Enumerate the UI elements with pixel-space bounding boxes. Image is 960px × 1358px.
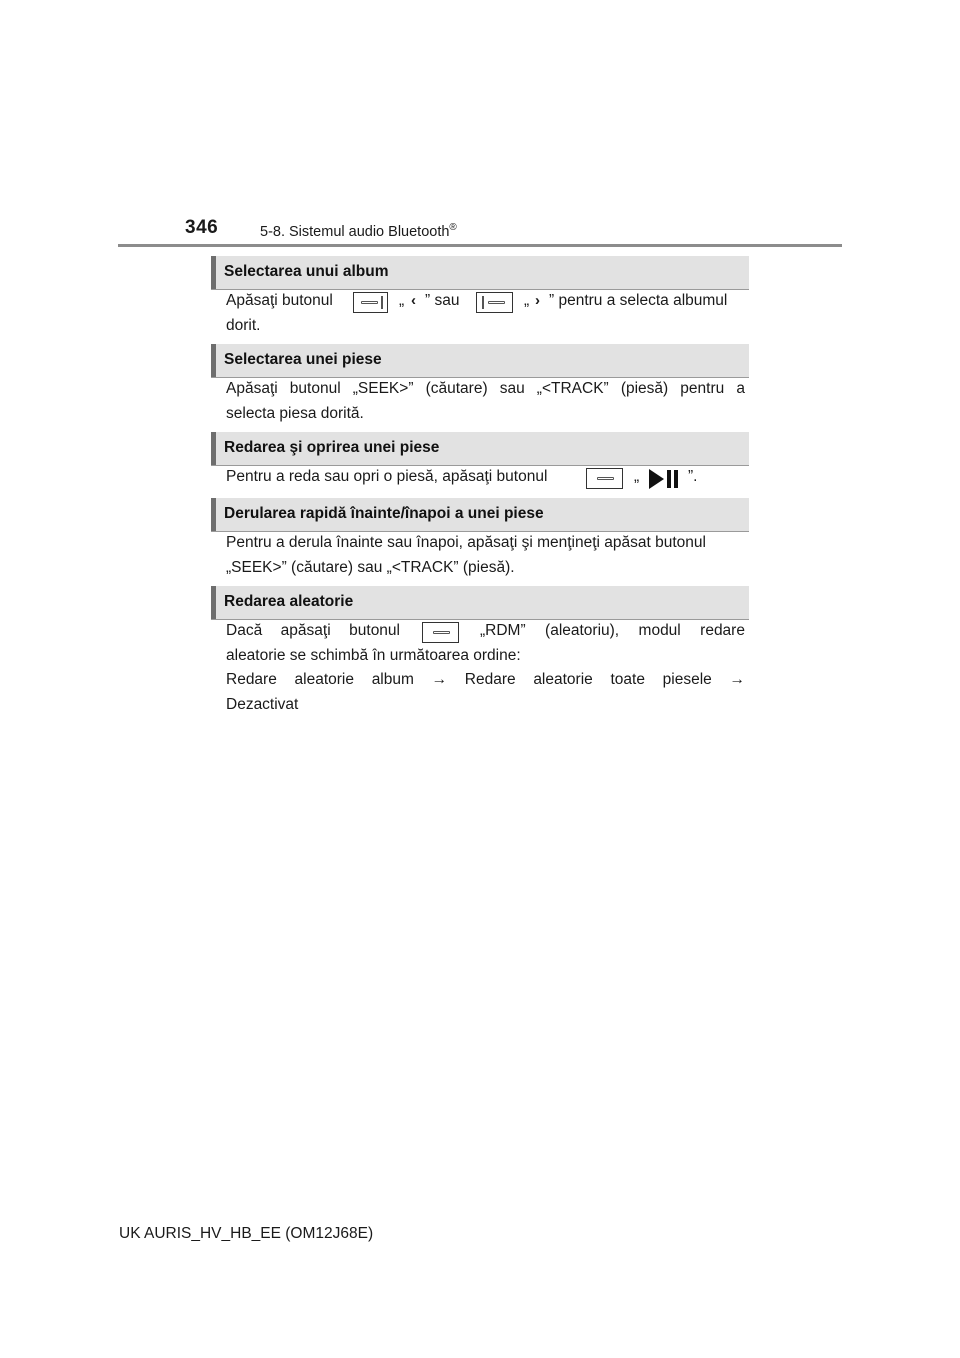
word: album bbox=[371, 671, 414, 688]
word: (piesă) bbox=[620, 380, 669, 397]
paragraph-line bbox=[226, 668, 745, 693]
paragraph-line bbox=[226, 644, 745, 669]
text-segment: ” pentru a selecta albumul bbox=[549, 292, 728, 309]
heading-select-track bbox=[211, 344, 749, 377]
word: Apăsaţi bbox=[226, 380, 278, 397]
word: „RDM” bbox=[480, 622, 526, 639]
word: (aleatoriu), bbox=[545, 622, 620, 639]
arrow-right-icon: → bbox=[729, 671, 745, 688]
word: pentru bbox=[680, 380, 725, 397]
text-segment: „ bbox=[524, 292, 530, 309]
heading-select-track-text: Selectarea unei piese bbox=[224, 351, 382, 368]
word: sau bbox=[499, 380, 525, 397]
paragraph-line bbox=[226, 556, 745, 581]
paragraph-line bbox=[226, 402, 745, 427]
text-segment: Dezactivat bbox=[226, 695, 299, 713]
text-segment: selecta piesa dorită. bbox=[226, 404, 364, 422]
word: Redare bbox=[226, 671, 277, 688]
steering-button-icon bbox=[586, 467, 623, 492]
word: (căutare) bbox=[425, 380, 488, 397]
word: toate bbox=[610, 671, 645, 688]
paragraph-line bbox=[226, 289, 745, 314]
registered-mark: ® bbox=[449, 222, 457, 233]
section-title bbox=[260, 222, 457, 240]
chevron-left-icon: ‹ bbox=[411, 292, 416, 309]
chevron-right-icon: › bbox=[535, 292, 540, 309]
steering-button-icon bbox=[422, 621, 459, 646]
button-center-icon bbox=[586, 468, 623, 489]
paragraph-play-pause bbox=[226, 465, 745, 490]
text-segment: dorit. bbox=[226, 316, 261, 334]
text-segment: Pentru a reda sau opri o piesă, apăsaţi butonul bbox=[226, 468, 548, 485]
paragraph-select-track bbox=[226, 377, 745, 426]
heading-fast-forward bbox=[211, 498, 749, 531]
word: modul bbox=[638, 622, 681, 639]
button-left-icon bbox=[353, 292, 388, 313]
section-title-text: 5-8. Sistemul audio Bluetooth bbox=[260, 223, 450, 240]
heading-select-album bbox=[211, 256, 749, 289]
paragraph-line bbox=[226, 531, 745, 556]
word: piesele bbox=[662, 671, 712, 688]
word: butonul bbox=[349, 622, 400, 639]
word: apăsaţi bbox=[280, 622, 331, 639]
heading-random-play-text: Redarea aleatorie bbox=[224, 593, 354, 610]
paragraph-random-play bbox=[226, 619, 745, 717]
paragraph-line bbox=[226, 465, 745, 490]
text-group bbox=[480, 619, 745, 644]
text-group bbox=[226, 619, 400, 644]
paragraph-fast-forward bbox=[226, 531, 745, 580]
text-segment: aleatorie se schimbă în următoarea ordine: bbox=[226, 646, 521, 664]
word: redare bbox=[700, 622, 745, 639]
word: „<TRACK” bbox=[536, 380, 609, 397]
word: Redare bbox=[464, 671, 516, 688]
button-center-icon bbox=[422, 622, 459, 643]
word: Dacă bbox=[226, 622, 263, 639]
text-segment: ”. bbox=[688, 468, 698, 485]
paragraph-line bbox=[226, 619, 745, 644]
heading-play-pause-text: Redarea şi oprirea unei piese bbox=[224, 439, 440, 456]
page-number: 346 bbox=[185, 217, 219, 238]
word: aleatorie bbox=[533, 671, 593, 688]
paragraph-line bbox=[226, 693, 745, 718]
text-segment: ” sau bbox=[425, 292, 460, 309]
header-rule bbox=[118, 244, 842, 247]
steering-button-icon bbox=[476, 291, 513, 316]
text-segment: Apăsaţi butonul bbox=[226, 292, 333, 309]
paragraph-line bbox=[226, 314, 745, 339]
steering-button-icon bbox=[353, 291, 388, 316]
paragraph-line bbox=[226, 377, 745, 402]
footer-model-code: UK AURIS_HV_HB_EE (OM12J68E) bbox=[119, 1225, 374, 1242]
word: butonul bbox=[289, 380, 341, 397]
paragraph-select-album bbox=[226, 289, 745, 338]
text-segment: „ bbox=[634, 468, 640, 485]
play-pause-icon bbox=[649, 467, 679, 492]
text-segment: „ bbox=[399, 292, 405, 309]
text-segment: „SEEK>” (căutare) sau „<TRACK” (piesă). bbox=[226, 558, 515, 576]
arrow-right-icon: → bbox=[431, 671, 448, 688]
heading-fast-forward-text: Derularea rapidă înainte/înapoi a unei piese bbox=[224, 505, 544, 522]
word: „SEEK>” bbox=[352, 380, 414, 397]
word: aleatorie bbox=[294, 671, 354, 688]
button-right-icon bbox=[476, 292, 513, 313]
heading-play-pause bbox=[211, 432, 749, 465]
heading-select-album-text: Selectarea unui album bbox=[224, 263, 389, 280]
text-segment: Pentru a derula înainte sau înapoi, apăsaţi şi menţineţi apăsat butonul bbox=[226, 534, 706, 551]
heading-random-play bbox=[211, 586, 749, 619]
word: a bbox=[736, 380, 745, 397]
